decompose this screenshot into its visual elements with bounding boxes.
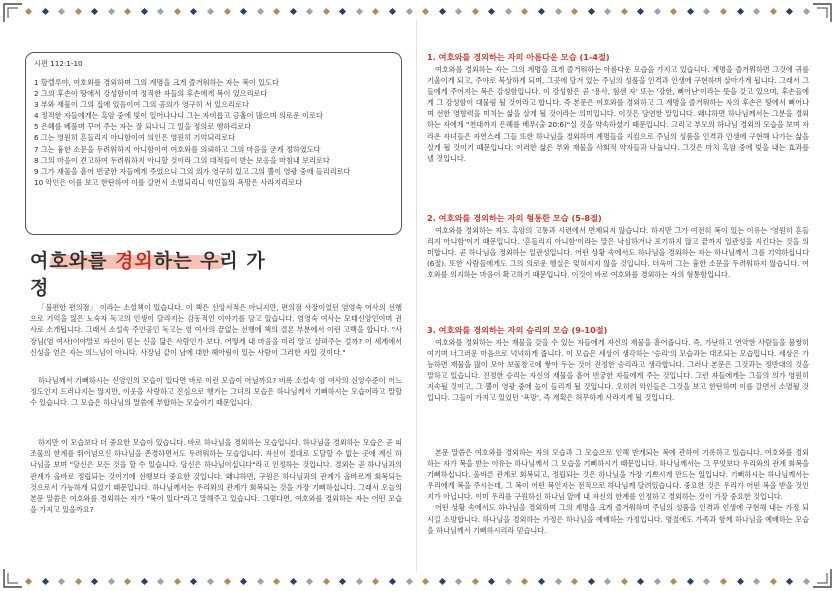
diamond-ornament xyxy=(538,577,545,584)
diamond-ornament xyxy=(224,577,231,584)
diamond-ornament xyxy=(42,577,49,584)
diamond-ornament xyxy=(257,7,264,14)
diamond-ornament xyxy=(240,7,247,14)
diamond-ornament xyxy=(141,577,148,584)
diamond-ornament xyxy=(770,577,777,584)
diamond-ornament xyxy=(505,577,512,584)
diamond-ornament xyxy=(306,577,313,584)
corner-ornament-top-left xyxy=(2,2,24,24)
body-paragraph xyxy=(30,302,402,358)
diamond-ornament xyxy=(720,577,727,584)
diamond-ornament xyxy=(538,7,545,14)
diamond-ornament xyxy=(323,7,330,14)
diamond-ornament xyxy=(157,7,164,14)
diamond-ornament xyxy=(703,577,710,584)
diamond-ornament xyxy=(736,7,743,14)
diamond-ornament xyxy=(670,7,677,14)
diamond-ornament xyxy=(803,577,810,584)
diamond-ornament xyxy=(356,7,363,14)
diamond-ornament xyxy=(439,577,446,584)
diamond-ornament xyxy=(207,577,214,584)
diamond-ornament xyxy=(157,577,164,584)
diamond-ornament xyxy=(224,7,231,14)
diamond-ornament xyxy=(455,7,462,14)
diamond-ornament xyxy=(91,7,98,14)
paragraph-text: 「불편한 편의점」 이라는 소설책이 있습니다. 이 책은 신앙서적은 아니지만, 편의점 사장이었던 염영숙 여사의 선행으로 기억을 잃은 노숙자 독고의 인생이 달라지는 감동적인 이야기를 담고 있습니다. 염영숙 여사는 모태신앙인이며 권사로 소개됩니다. 그래서 소설속 주인공인 독고는 염 여사의 끝없는 선행에 책의 결론 부분에서 이런 고백을 합니다. "사장님(염 여사)이야말로 자신이 믿는 신을 닮은 사람인가 보다. 어떻게 내 마음을 미리 알고 살펴주는 걸까? 이 세계에서 신성을 얻은 자는 의느님이 아니다. 사장님 같이 남에 대한 헤아림이 있는 사람이 그러한 자일 것이다." xyxy=(30,303,402,357)
closing-paragraph: 본문 말씀은 여호와를 경외하는 자의 모습과 그 모습으로 인해 받게되는 복에 관하여 기록하고 있습니다. 여호와를 경외하는 자가 복을 받는 이유는 하나님께서 그 모습을 기뻐하시기 때문입니다. 하나님께서는 그 무엇보다 우리와의 관계 회복을 기뻐하십니다. 올바른 관계로 회복되고, 정립되는 것은 하나님을 가장 기쁘시게 만드는 일입니다. 기뻐하시는 하나님께서는 우리에게 복을 주시는데, 그 복이 어떤 복인지는 전적으로 하나님께 달려있습니다. 중요한 것은 우리가 어떤 복을 받을 것인지가 아닙니다. 이미 우리를 구원하신 하나님 앞에 내 자신의 한계를 인정하고 경외하는 것이 가장 중요한 것입니다. xyxy=(427,448,809,502)
diamond-ornament xyxy=(58,7,65,14)
diamond-ornament xyxy=(190,577,197,584)
diamond-ornament xyxy=(141,7,148,14)
diamond-ornament xyxy=(604,577,611,584)
paragraph-text: 하지만 이 모습보다 더 중요한 모습이 있습니다. 바로 하나님을 경외하는 모습입니다. 하나님을 경외하는 모습은 곧 피조물의 한계를 뛰어넘으신 하나님을 존경하면서도 두려워하는 모습입니다. 자신이 절대로 도달할 수 없는 곳에 계신 하나님을 보며 "당신은 모든 것을 할 수 있습니다. 당신은 하나님이십니다"라고 인정하는 것입니다. 경외는 곧 하나님과의 관계가 올바로 정립되는 것이기에 선행보다 중요한 것입니다. 왜냐하면, 구원은 하나님과의 관계가 올바르게 회복되는 것으로서 가능하게 되었기 때문입니다. 하나님께서는 우리와의 관계가 회복되는 것을 가장 기뻐하십니다. 그래서 오늘의 본문 말씀은 여호와를 경외하는 자가 "복이 있다"라고 말해주고 있습니다. 그렇다면, 여호와를 경외하는 자는 어떤 모습을 가지고 있을까요? xyxy=(30,438,402,515)
diamond-ornament xyxy=(455,577,462,584)
banner-text-accent: 경외 xyxy=(115,250,154,272)
diamond-ornament xyxy=(75,577,82,584)
diamond-ornament xyxy=(339,7,346,14)
diamond-ornament xyxy=(389,577,396,584)
diamond-ornament xyxy=(488,577,495,584)
banner-text-part: 하는 우리 가정 xyxy=(30,250,266,299)
diamond-ornament xyxy=(786,7,793,14)
section-heading: 3. 여호와를 경외하는 자의 승리의 모습 (9-10절) xyxy=(427,325,608,335)
diamond-ornament xyxy=(174,577,181,584)
diamond-ornament xyxy=(770,7,777,14)
diamond-ornament xyxy=(356,577,363,584)
diamond-ornament xyxy=(521,577,528,584)
diamond-ornament xyxy=(703,7,710,14)
diamond-ornament xyxy=(174,7,181,14)
diamond-ornament xyxy=(240,577,247,584)
section-paragraph: 여호와를 경외하는 자는 그의 계명을 크게 즐거워하는 아름다운 모습을 가지고 있습니다. 계명을 즐거워하면 그것에 귀를 기울이게 되고, 주야로 묵상하게 되며, 그곳에 담겨 있는 주님의 성품을 인격과 인생에 구현하며 살아가게 됩니다. 그래서 그들에게 주어지는 복은 강성함입니다. 이 강성함은 곧 '용사, 힘센 자' 또는 '강한, 뻐어난'이라는 뜻을 갖고 있으며, 후손들에게 그 강성함이 대물림 될 것이라고 합니다. 즉 본문은 여호와를 경외하고 그 계명을 즐거워하는 자의 후손은 땅에서 뻐어나며 선한 영향력을 미치는 삶을 살게 될 것이라는 의미입니다. 이것은 당연한 말입니다. 왜냐하면 하나님께서는 그분을 경외하는 자에게 "천대까지 은혜를 베푸(출 20:6)"실 것을 약속하셨기 때문입니다. 그리고 부모의 하나님 경외의 모습을 보며 자라온 자녀들은 자연스레 그들 또한 하나님을 경외하며 계명들을 지킴으로 주님의 성품을 인격과 인생에 구현해 나가는 삶을 살게 될 것이기 때문입니다. 이러한 삶은 부와 재물을 사회적 약자들과 나눕니다. 그것은 마치 흑암 중에 빛을 내는 효과를 낼 것입니다. xyxy=(427,65,809,163)
diamond-ornament xyxy=(554,7,561,14)
diamond-ornament xyxy=(422,577,429,584)
diamond-ornament xyxy=(273,577,280,584)
psalm-verse: 1 할렐루야, 여호와를 경외하며 그의 계명을 크게 즐거워하는 자는 복이 있도다 xyxy=(34,78,279,87)
corner-ornament-bottom-left xyxy=(2,567,24,589)
psalm-verse: 9 그가 재물을 흩어 빈궁한 자들에게 주었으니 그의 의가 영구히 있고 그의 뿔이 영광 중에 들리리로다 xyxy=(34,166,351,176)
diamond-ornament xyxy=(306,7,313,14)
psalm-verse: 3 부와 재물이 그의 집에 있음이여 그의 공의가 영구히 서 있으리로다 xyxy=(34,100,249,110)
diamond-ornament xyxy=(42,7,49,14)
bottom-border-ornament xyxy=(26,576,809,586)
psalm-verse: 6 그는 영원히 흔들리지 아니함이여 의인은 영원히 기억되리로다 xyxy=(34,133,236,143)
diamond-ornament xyxy=(124,577,131,584)
diamond-ornament xyxy=(207,7,214,14)
diamond-ornament xyxy=(720,7,727,14)
closing-section xyxy=(427,447,809,536)
diamond-ornament xyxy=(786,577,793,584)
banner-text xyxy=(30,250,266,299)
psalm-verse: 8 그의 마음이 견고하여 두려워하지 아니할 것이라 그의 대적들이 받는 보응을 마침내 보리로다 xyxy=(34,155,330,165)
top-border-ornament xyxy=(26,6,809,16)
psalm-verse: 7 그는 흉한 소문을 두려워하지 아니함이여 여호와를 의뢰하고 그의 마음을 굳게 정하였도다 xyxy=(34,144,321,154)
diamond-ornament xyxy=(273,7,280,14)
section-2 xyxy=(427,212,809,280)
diamond-ornament xyxy=(753,577,760,584)
diamond-ornament xyxy=(670,577,677,584)
diamond-ornament xyxy=(290,577,297,584)
diamond-ornament xyxy=(290,7,297,14)
diamond-ornament xyxy=(687,577,694,584)
diamond-ornament xyxy=(753,7,760,14)
paragraph-text: 하나님께서 기뻐하시는 신앙인의 모습이 있다면 바로 이런 모습이 아닐까요? 비록 소설속 염 여사의 신앙수준이 어느정도인지 드러나지는 않지만, 이웃을 사랑하고 진심으로 행기는 그녀의 모습은 하나님께서 기뻐하시는 모습이라고 말할 수 있습니다. 그 모습은 하나님의 말씀에 부합하는 모습이기 때문입니다. xyxy=(30,376,402,408)
diamond-ornament xyxy=(339,577,346,584)
diamond-ornament xyxy=(621,577,628,584)
diamond-ornament xyxy=(571,577,578,584)
diamond-ornament xyxy=(406,577,413,584)
banner-text-part: 여호와를 xyxy=(30,250,116,272)
body-paragraph xyxy=(30,437,402,515)
diamond-ornament xyxy=(190,7,197,14)
section-paragraph: 여호와를 경외하는 자도 흑암의 고통과 시련에서 면제되지 않습니다. 하지만 그가 여전히 복이 있는 이유는 '영원히 흔들리지 아니함'이기 때문입니다. '흔들리지 아니함'이라는 말은 낙심하거나 포기하지 않고 끝까지 일관성을 지킨다는 것을 의미합니다. 곧 하나님을 경외하는 일관성입니다. 어떤 상황 속에서도 하나님을 경외하는 자는 하나님께서 그를 기억하십니다(6절). 또한 사람들에게도 그의 의로운 행실은 잊혀지지 않을 것입니다. 더욱이 그는 흉한 소문을 두려워하지 않습니다. 여호와를 의지하는 마음이 확고하기 때문입니다. 이것이 바로 여호와를 경외하는 자의 형통함입니다. xyxy=(427,226,809,280)
diamond-ornament xyxy=(604,7,611,14)
diamond-ornament xyxy=(472,7,479,14)
page-fold-divider xyxy=(416,20,417,572)
diamond-ornament xyxy=(25,577,32,584)
section-paragraph: 여호와를 경외하는 자는 재물을 갖을 수 있는 자들에게 자신의 재물을 흩어줍니다. 즉, 가난하고 연약한 사람들을 불쌍히 여기며 너그러운 마음으로 넉넉하게 줍니다. 이 모습은 세상이 생각하는 '승리'의 모습과는 대조되는 모습입니다. 세상은 가능하면 재물을 많이 모아 보물창고에 쌓아 두는 것이 진정한 승리라고 생각합니다. 그러나 본문은 그것과는 정반대의 것을 말하고 있습니다. 진정한 승리는 자신의 재물을 흩어 빈궁한 자들에게 주는 것입니다. 그런 자들에게는 그들의 의가 영원히 지속될 것이고, 그 뿔이 영광 중에 높이 들리게 될 것입니다. 오히려 악인들은 그것을 보고 한탄하며 이를 갈면서 소멸될 것입니다. 그들이 가지고 있었던 '욕망', 즉 계획은 허무하게 사라지게 될 것입니다. xyxy=(427,338,809,403)
section-banner-title xyxy=(30,246,280,299)
diamond-ornament xyxy=(654,577,661,584)
diamond-ornament xyxy=(521,7,528,14)
diamond-ornament xyxy=(124,7,131,14)
diamond-ornament xyxy=(406,7,413,14)
psalm-scripture-box xyxy=(25,52,402,235)
closing-paragraph: 어떤 상황 속에서도 하나님을 경외하며 그의 계명을 크게 즐거워하며 주님의 성품을 인격과 인생에 구현해 내는 가정 되시길 소망합니다. 하나님을 경외하는 가정은 하나님을 예배하는 가정입니다. 명절에도 가족과 함께 하나님을 예배하는 모습을 하나님께서 기뻐하시리라 믿습니다. xyxy=(427,503,809,535)
diamond-ornament xyxy=(422,7,429,14)
psalm-reference: 시편 112:1-10 xyxy=(34,59,83,68)
psalm-verse: 2 그의 후손이 땅에서 강성함이여 정직한 자들의 후손에게 복이 있으리로다 xyxy=(34,89,268,99)
diamond-ornament xyxy=(257,577,264,584)
diamond-ornament xyxy=(621,7,628,14)
diamond-ornament xyxy=(588,577,595,584)
section-3 xyxy=(427,324,809,404)
body-paragraph xyxy=(30,375,402,409)
section-heading: 2. 여호와를 경외하는 자의 형통한 모습 (5-8절) xyxy=(427,213,602,223)
diamond-ornament xyxy=(472,577,479,584)
diamond-ornament xyxy=(687,7,694,14)
section-1 xyxy=(427,51,809,164)
diamond-ornament xyxy=(91,577,98,584)
diamond-ornament xyxy=(439,7,446,14)
diamond-ornament xyxy=(571,7,578,14)
diamond-ornament xyxy=(108,577,115,584)
diamond-ornament xyxy=(505,7,512,14)
diamond-ornament xyxy=(488,7,495,14)
diamond-ornament xyxy=(637,577,644,584)
diamond-ornament xyxy=(654,7,661,14)
diamond-ornament xyxy=(637,7,644,14)
psalm-verse: 5 은혜를 베풀며 꾸어 주는 자는 잘 되나니 그 일을 정의로 행하리로다 xyxy=(34,122,252,132)
diamond-ornament xyxy=(588,7,595,14)
diamond-ornament xyxy=(58,577,65,584)
diamond-ornament xyxy=(803,7,810,14)
section-heading: 1. 여호와를 경외하는 자의 아름다운 모습 (1-4절) xyxy=(427,52,610,62)
diamond-ornament xyxy=(372,577,379,584)
diamond-ornament xyxy=(75,7,82,14)
psalm-verse: 4 정직한 자들에게는 흑암 중에 빛이 일어나나니 그는 자비롭고 긍휼이 많으며 의로운 이로다 xyxy=(34,111,323,121)
diamond-ornament xyxy=(389,7,396,14)
diamond-ornament xyxy=(554,577,561,584)
diamond-ornament xyxy=(25,7,32,14)
corner-ornament-bottom-right xyxy=(811,567,833,589)
diamond-ornament xyxy=(372,7,379,14)
corner-ornament-top-right xyxy=(811,2,833,24)
diamond-ornament xyxy=(108,7,115,14)
diamond-ornament xyxy=(736,577,743,584)
diamond-ornament xyxy=(323,577,330,584)
psalm-verse: 10 악인은 이를 보고 한탄하여 이를 갈면서 소멸되리니 악인들의 욕망은 사라지리로다 xyxy=(34,177,303,187)
